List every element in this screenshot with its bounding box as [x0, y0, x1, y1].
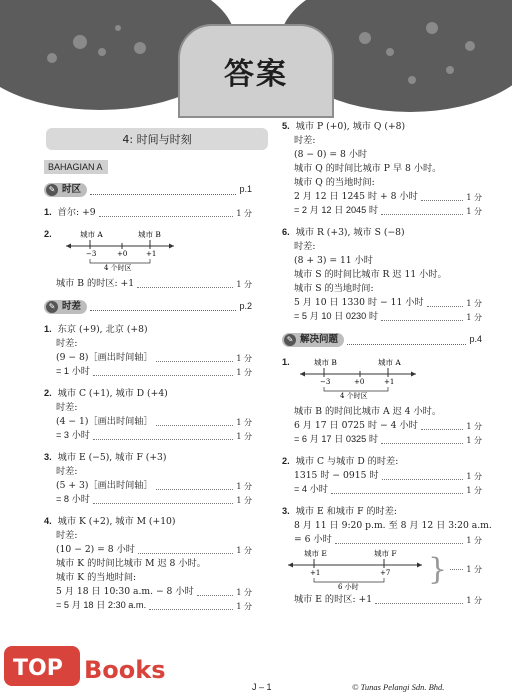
label-line: 时差:	[294, 241, 316, 253]
answer-line: 1315 时 − 0915 时 1 分	[294, 470, 482, 481]
answer-line: 1. 首尔: +9 1 分	[44, 207, 252, 219]
copyright: © Tunas Pelangi Sdn. Bhd.	[352, 682, 445, 692]
answer-line: = 4 小时 1 分	[294, 484, 482, 495]
logo-text-books: Books	[84, 656, 166, 684]
timeline-label: 城市 E	[304, 548, 327, 558]
question-line: 2. 城市 C (+1), 城市 D (+4)	[44, 388, 168, 399]
question-line: 2. 城市 C 与城市 D 的时差:	[282, 456, 399, 467]
logo-text-top: TOP	[13, 656, 63, 681]
section-page: p.1	[239, 184, 252, 195]
answer-line: = 3 小时 1 分	[56, 430, 252, 441]
timeline-diagram	[44, 228, 244, 272]
tick-label: +0	[117, 250, 128, 258]
text-line: 城市 S 的当地时间:	[294, 283, 374, 295]
section-header-zone: ✎ 时区 p.1	[44, 182, 252, 198]
text-line: 8 月 11 日 9:20 p.m. 至 8 月 12 日 3:20 a.m.	[294, 520, 492, 531]
section-page: p.4	[469, 334, 482, 345]
tick-label: +0	[354, 378, 365, 386]
answer-line: 6 月 17 日 0725 时 − 4 小时 1 分	[294, 420, 482, 431]
answer-line: 5 月 10 日 1330 时 − 11 小时 1 分	[294, 297, 482, 309]
tick-label: +1	[384, 378, 395, 386]
title-box	[178, 24, 334, 118]
pencil-icon: ✎	[46, 301, 58, 313]
text-line: (8 + 3) = 11 小时	[294, 255, 373, 267]
text-line: 城市 K 的时间比城市 M 迟 8 小时。	[56, 558, 206, 569]
tick-label: +1	[310, 568, 321, 577]
timeline-label: 城市 A	[80, 230, 103, 239]
span-label: 6 小时	[338, 582, 359, 591]
label-line: 时差:	[56, 530, 78, 541]
left-column	[44, 182, 252, 613]
timeline-label: 城市 B	[138, 230, 161, 239]
text-line: 城市 K 的当地时间:	[56, 572, 137, 583]
answer-line: = 6 小时 1 分	[294, 534, 482, 545]
timeline-label: 城市 B	[314, 358, 337, 367]
answer-line: 城市 E 的时区: +1 1 分	[294, 594, 482, 605]
answer-line: = 1 小时 1 分	[56, 366, 252, 377]
answer-line: (9 − 8)［画出时间轴］ 1 分	[56, 352, 252, 363]
part-label: BAHAGIAN A	[44, 160, 108, 174]
answer-line: 城市 B 的时区: +1 1 分	[56, 278, 252, 289]
pencil-icon: ✎	[46, 184, 58, 196]
answer-line: = 2 月 12 日 2045 时 1 分	[294, 205, 482, 216]
chapter-title: 4: 时间与时刻	[46, 128, 268, 150]
text-line: 城市 S 的时间比城市 R 迟 11 小时。	[294, 269, 447, 281]
topbooks-logo	[0, 640, 180, 696]
answer-line: 5 月 18 日 10:30 a.m. − 8 小时 1 分	[56, 586, 252, 597]
tick-label: −3	[86, 250, 97, 258]
tick-label: +7	[380, 568, 391, 577]
section-header-solve: ✎ 解决问题 p.4	[282, 332, 482, 348]
answer-line: = 8 小时 1 分	[56, 494, 252, 505]
question-line: 3. 城市 E (−5), 城市 F (+3)	[44, 452, 167, 463]
timeline-diagram	[282, 547, 432, 593]
answer-line: (5 + 3)［画出时间轴］ 1 分	[56, 480, 252, 491]
timeline-diagram	[282, 356, 482, 400]
answer-line: = 5 月 10 日 0230 时 1 分	[294, 311, 482, 322]
answer-line: 2.	[44, 229, 52, 240]
label-line: 时差:	[56, 402, 78, 413]
label-line: 时差:	[294, 135, 316, 147]
timeline-label: 城市 F	[374, 548, 397, 558]
mark: 1 分	[466, 564, 482, 574]
brace: }	[428, 551, 448, 587]
title-banner	[0, 0, 512, 120]
question-line: 3. 城市 E 和城市 F 的时差:	[282, 506, 398, 517]
page-title: 答案	[224, 57, 288, 92]
text-line: 城市 B 的时间比城市 A 迟 4 小时。	[294, 406, 442, 417]
label-line: 时差:	[56, 466, 78, 477]
tick-label: −3	[320, 378, 331, 386]
answer-line: 2 月 12 日 1245 时 + 8 小时 1 分	[294, 191, 482, 203]
text-line: (8 − 0) = 8 小时	[294, 149, 368, 161]
timeline-label: 城市 A	[378, 358, 401, 367]
section-page: p.2	[239, 301, 252, 312]
answer-line: (4 − 1)［画出时间轴］ 1 分	[56, 416, 252, 427]
page-number: J – 1	[252, 682, 272, 692]
timeline-row	[282, 547, 482, 593]
answer-line: = 6 月 17 日 0325 时 1 分	[294, 434, 482, 445]
right-column	[282, 120, 492, 607]
question-line: 1. 东京 (+9), 北京 (+8)	[44, 324, 148, 335]
label-line: 时差:	[56, 338, 78, 349]
question-line: 6. 城市 R (+3), 城市 S (−8)	[282, 227, 405, 239]
span-label: 4 个时区	[340, 392, 368, 400]
question-line: 5. 城市 P (+0), 城市 Q (+8)	[282, 121, 406, 133]
question-line: 4. 城市 K (+2), 城市 M (+10)	[44, 516, 176, 527]
section-header-diff: ✎ 时差 p.2	[44, 299, 252, 315]
span-label: 4 个时区	[104, 264, 132, 272]
text-line: 城市 Q 的当地时间:	[294, 177, 375, 189]
text-line: 城市 Q 的时间比城市 P 早 8 小时。	[294, 163, 442, 175]
tick-label: +1	[146, 250, 157, 258]
logo-graphic	[0, 640, 180, 692]
answer-line: = 5 月 18 日 2:30 a.m. 1 分	[56, 600, 252, 611]
pencil-icon: ✎	[284, 334, 296, 346]
question-line: 1.	[282, 357, 290, 368]
answer-line: (10 − 2) = 8 小时 1 分	[56, 544, 252, 555]
